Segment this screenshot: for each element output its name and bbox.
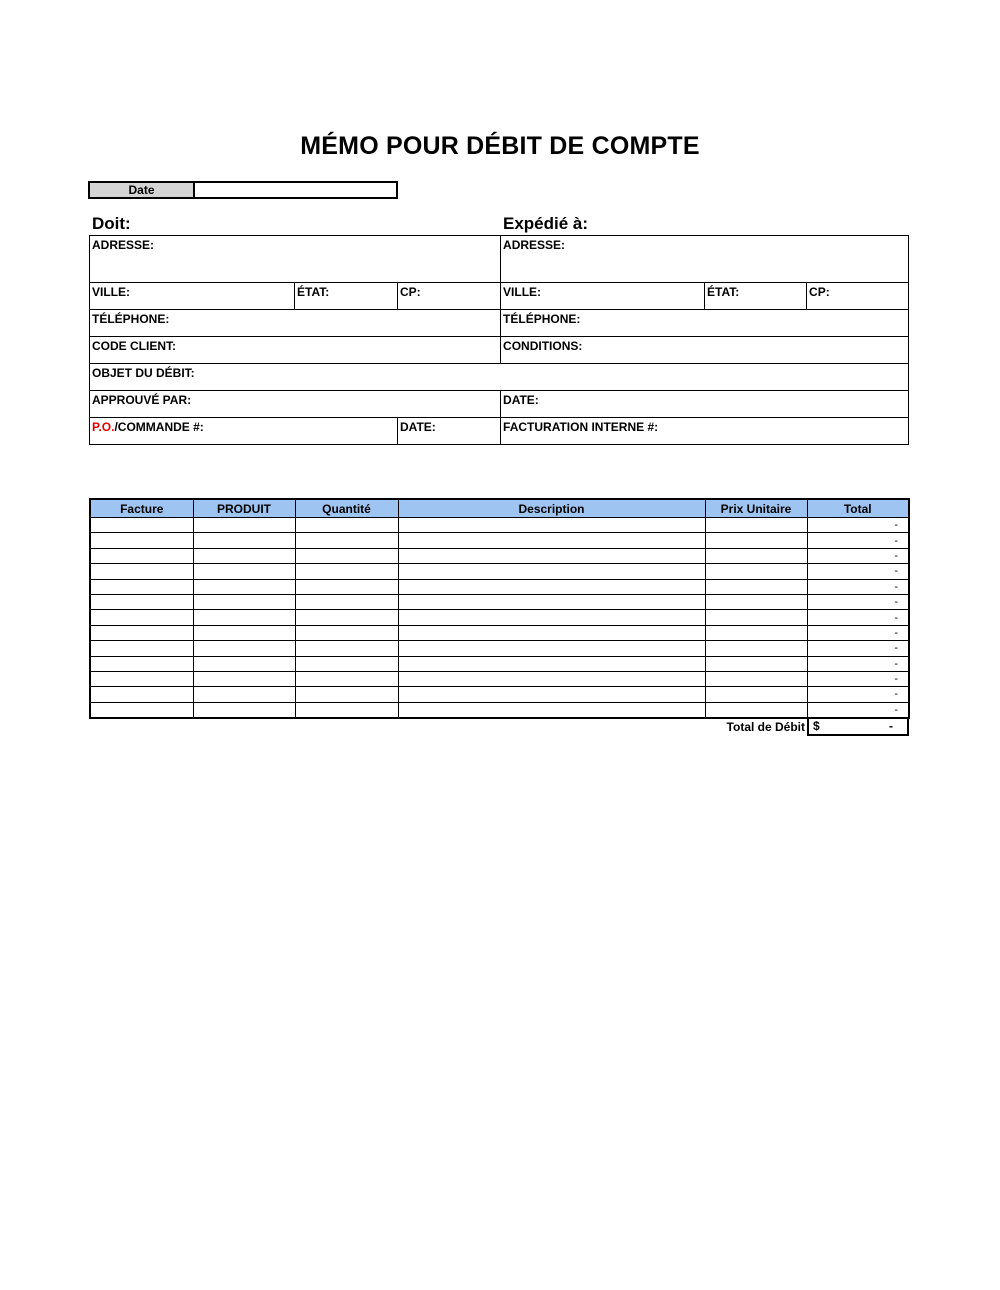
- cell-facture[interactable]: [90, 687, 193, 702]
- table-row: [90, 548, 909, 563]
- cell-produit[interactable]: [193, 641, 295, 656]
- cp-right-label: CP:: [809, 285, 830, 299]
- etat-right-cell[interactable]: [705, 283, 807, 310]
- cell-prix-unitaire[interactable]: [705, 518, 807, 533]
- cell-quantite[interactable]: [295, 625, 398, 640]
- cell-description[interactable]: [398, 548, 705, 563]
- cell-total[interactable]: -: [807, 702, 909, 717]
- telephone-left-label: TÉLÉPHONE:: [92, 312, 170, 326]
- cell-quantite[interactable]: [295, 671, 398, 686]
- ville-right-label: VILLE:: [503, 285, 542, 299]
- total-debit-value: -: [889, 719, 893, 733]
- cell-produit[interactable]: [193, 518, 295, 533]
- cell-total[interactable]: -: [807, 548, 909, 563]
- cell-quantite[interactable]: [295, 687, 398, 702]
- cell-total[interactable]: -: [807, 610, 909, 625]
- telephone-left-cell[interactable]: [90, 310, 501, 337]
- approval-date-label: DATE:: [503, 393, 539, 407]
- total-debit-label: Total de Débit: [726, 720, 805, 734]
- address-left-cell[interactable]: [90, 236, 501, 283]
- conditions-cell[interactable]: [501, 337, 909, 364]
- cell-description[interactable]: [398, 671, 705, 686]
- cell-description[interactable]: [398, 702, 705, 717]
- table-row: [90, 687, 909, 702]
- cell-produit[interactable]: [193, 702, 295, 717]
- objet-debit-cell[interactable]: [90, 364, 909, 391]
- cell-quantite[interactable]: [295, 518, 398, 533]
- code-client-cell[interactable]: [90, 337, 501, 364]
- cell-description[interactable]: [398, 641, 705, 656]
- cell-produit[interactable]: [193, 671, 295, 686]
- po-suffix-label: /COMMANDE #:: [114, 420, 204, 434]
- cell-facture[interactable]: [90, 518, 193, 533]
- cell-quantite[interactable]: [295, 579, 398, 594]
- table-row: [90, 625, 909, 640]
- approval-date-cell[interactable]: [501, 391, 909, 418]
- cell-facture[interactable]: [90, 548, 193, 563]
- cell-quantite[interactable]: [295, 564, 398, 579]
- cp-left-label: CP:: [400, 285, 421, 299]
- cell-produit[interactable]: [193, 687, 295, 702]
- cell-produit[interactable]: [193, 594, 295, 609]
- cell-prix-unitaire[interactable]: [705, 656, 807, 671]
- cp-right-cell[interactable]: [807, 283, 909, 310]
- cell-produit[interactable]: [193, 533, 295, 548]
- table-row: [90, 702, 909, 717]
- cell-description[interactable]: [398, 687, 705, 702]
- table-row: [90, 579, 909, 594]
- cell-total[interactable]: -: [807, 533, 909, 548]
- cell-description[interactable]: [398, 610, 705, 625]
- table-row: [90, 518, 909, 533]
- cell-total[interactable]: -: [807, 518, 909, 533]
- cell-quantite[interactable]: [295, 702, 398, 717]
- facturation-interne-cell[interactable]: [501, 418, 909, 445]
- page-title: MÉMO POUR DÉBIT DE COMPTE: [300, 132, 700, 160]
- section-expedie: Expédié à:: [503, 214, 589, 233]
- cell-quantite[interactable]: [295, 533, 398, 548]
- cell-prix-unitaire[interactable]: [705, 564, 807, 579]
- cell-produit[interactable]: [193, 625, 295, 640]
- cell-total[interactable]: -: [807, 564, 909, 579]
- cell-description[interactable]: [398, 625, 705, 640]
- cell-produit[interactable]: [193, 610, 295, 625]
- date-label: Date: [90, 183, 195, 197]
- cell-facture[interactable]: [90, 594, 193, 609]
- cell-total[interactable]: -: [807, 625, 909, 640]
- cell-total[interactable]: -: [807, 594, 909, 609]
- cell-produit[interactable]: [193, 548, 295, 563]
- cell-facture[interactable]: [90, 702, 193, 717]
- cell-produit[interactable]: [193, 656, 295, 671]
- total-debit-box: [807, 719, 909, 736]
- approuve-par-cell[interactable]: [90, 391, 501, 418]
- po-prefix-label: P.O.: [92, 420, 115, 434]
- cp-left-cell[interactable]: [398, 283, 501, 310]
- cell-facture[interactable]: [90, 671, 193, 686]
- cell-facture[interactable]: [90, 564, 193, 579]
- table-row: [90, 610, 909, 625]
- cell-quantite[interactable]: [295, 641, 398, 656]
- cell-description[interactable]: [398, 579, 705, 594]
- table-row: [90, 533, 909, 548]
- cell-facture[interactable]: [90, 610, 193, 625]
- po-date-cell[interactable]: [398, 418, 501, 445]
- items-table: [89, 498, 910, 719]
- header-description: Description: [398, 499, 705, 518]
- etat-left-cell[interactable]: [295, 283, 398, 310]
- table-row: [90, 671, 909, 686]
- facturation-interne-label: FACTURATION INTERNE #:: [503, 420, 659, 434]
- total-debit-row: [690, 719, 909, 736]
- po-date-label: DATE:: [400, 420, 436, 434]
- cell-prix-unitaire[interactable]: [705, 579, 807, 594]
- telephone-right-label: TÉLÉPHONE:: [503, 312, 581, 326]
- cell-quantite[interactable]: [295, 610, 398, 625]
- cell-produit[interactable]: [193, 564, 295, 579]
- cell-quantite[interactable]: [295, 548, 398, 563]
- items-body: [90, 518, 909, 718]
- cell-prix-unitaire[interactable]: [705, 671, 807, 686]
- cell-produit[interactable]: [193, 579, 295, 594]
- code-client-label: CODE CLIENT:: [92, 339, 176, 353]
- cell-prix-unitaire[interactable]: [705, 594, 807, 609]
- cell-total[interactable]: -: [807, 671, 909, 686]
- cell-facture[interactable]: [90, 533, 193, 548]
- ville-left-cell[interactable]: [90, 283, 295, 310]
- table-row: [90, 656, 909, 671]
- approuve-par-label: APPROUVÉ PAR:: [92, 393, 192, 407]
- header-quantite: Quantité: [295, 499, 398, 518]
- cell-prix-unitaire[interactable]: [705, 702, 807, 717]
- cell-facture[interactable]: [90, 625, 193, 640]
- cell-prix-unitaire[interactable]: [705, 641, 807, 656]
- cell-facture[interactable]: [90, 656, 193, 671]
- table-row: [90, 641, 909, 656]
- objet-debit-label: OBJET DU DÉBIT:: [92, 366, 195, 380]
- cell-quantite[interactable]: [295, 656, 398, 671]
- cell-description[interactable]: [398, 656, 705, 671]
- cell-total[interactable]: -: [807, 641, 909, 656]
- ville-left-label: VILLE:: [92, 285, 130, 299]
- cell-description[interactable]: [398, 533, 705, 548]
- section-doit: Doit:: [92, 214, 131, 233]
- header-total: Total: [807, 499, 909, 518]
- address-info-table: [89, 235, 909, 445]
- cell-prix-unitaire[interactable]: [705, 625, 807, 640]
- cell-prix-unitaire[interactable]: [705, 548, 807, 563]
- cell-quantite[interactable]: [295, 594, 398, 609]
- address-left-label: ADRESSE:: [92, 238, 155, 252]
- cell-total[interactable]: -: [807, 579, 909, 594]
- cell-prix-unitaire[interactable]: [705, 610, 807, 625]
- address-right-cell[interactable]: [501, 236, 909, 283]
- table-row: [90, 564, 909, 579]
- cell-total[interactable]: -: [807, 687, 909, 702]
- cell-facture[interactable]: [90, 641, 193, 656]
- header-prix-unitaire: Prix Unitaire: [705, 499, 807, 518]
- total-debit-currency: $: [813, 719, 820, 733]
- cell-description[interactable]: [398, 564, 705, 579]
- table-row: [90, 594, 909, 609]
- address-right-label: ADRESSE:: [503, 238, 566, 252]
- ville-right-cell[interactable]: [501, 283, 705, 310]
- date-input[interactable]: [195, 183, 396, 197]
- header-produit: PRODUIT: [193, 499, 295, 518]
- etat-left-label: ÉTAT:: [297, 285, 330, 299]
- cell-prix-unitaire[interactable]: [705, 687, 807, 702]
- telephone-right-cell[interactable]: [501, 310, 909, 337]
- cell-facture[interactable]: [90, 579, 193, 594]
- cell-prix-unitaire[interactable]: [705, 533, 807, 548]
- etat-right-label: ÉTAT:: [707, 285, 740, 299]
- conditions-label: CONDITIONS:: [503, 339, 583, 353]
- cell-total[interactable]: -: [807, 656, 909, 671]
- cell-description[interactable]: [398, 518, 705, 533]
- cell-description[interactable]: [398, 594, 705, 609]
- header-facture: Facture: [90, 499, 193, 518]
- po-commande-cell[interactable]: [90, 418, 398, 445]
- date-field: [88, 181, 398, 199]
